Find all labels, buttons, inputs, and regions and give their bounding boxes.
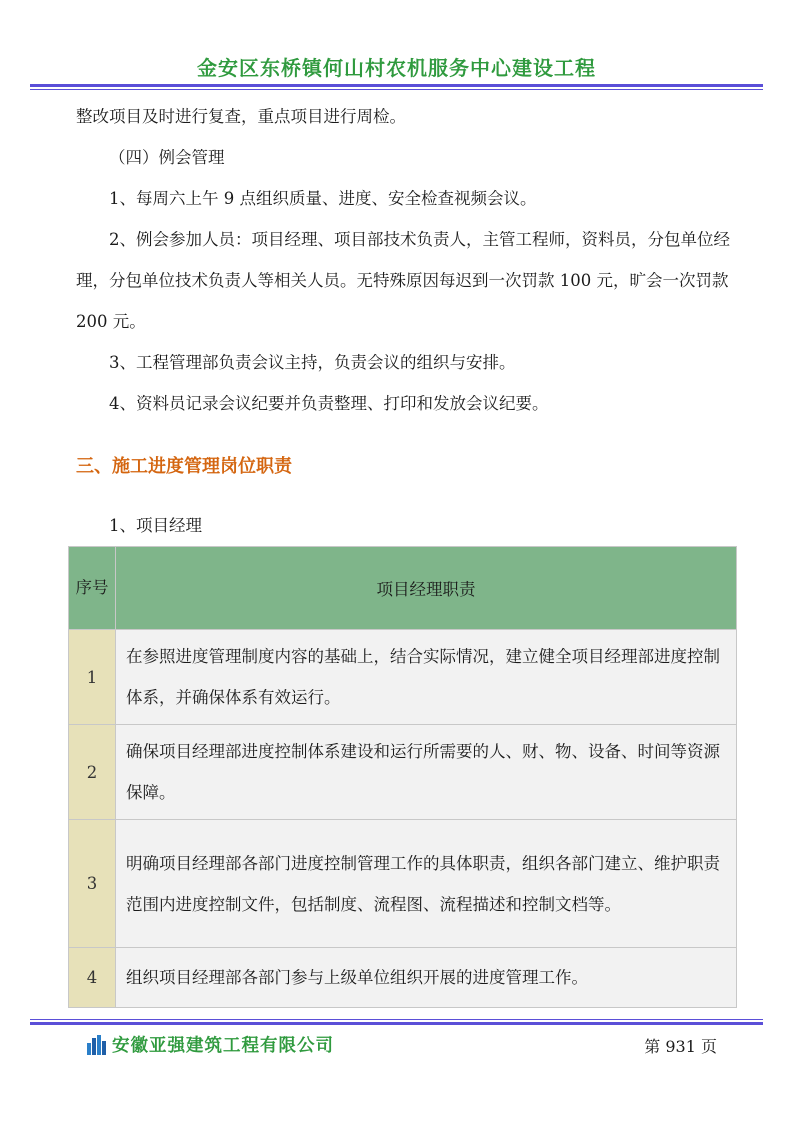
page-number: 第 931 页 [644, 1037, 717, 1056]
subheading-meeting-management: （四）例会管理 [109, 148, 225, 167]
row-num: 3 [69, 820, 116, 948]
duty-table [68, 546, 737, 1008]
header-divider [30, 84, 763, 90]
row-num: 4 [69, 948, 116, 1008]
header-num: 序号 [69, 547, 116, 630]
row-text: 明确项目经理部各部门进度控制管理工作的具体职责，组织各部门建立、维护职责范围内进度控制文件，包括制度、流程图、流程描述和控制文档等。 [116, 820, 737, 948]
company-logo-icon [86, 1035, 108, 1055]
list-item-2: 2、例会参加人员：项目经理、项目部技术负责人，主管工程师，资料员，分包单位经理，分包单位技术负责人等相关人员。无特殊原因每迟到一次罚款 100 元，旷会一次罚款 200 元。 [76, 230, 730, 331]
footer-company [86, 1032, 334, 1057]
list-item-1: 1、每周六上午 9 点组织质量、进度、安全检查视频会议。 [109, 189, 537, 208]
row-text: 确保项目经理部进度控制体系建设和运行所需要的人、财、物、设备、时间等资源保障。 [116, 725, 737, 820]
row-num: 2 [69, 725, 116, 820]
table-row [69, 820, 737, 948]
list-item-4: 4、资料员记录会议纪要并负责整理、打印和发放会议纪要。 [109, 394, 549, 413]
row-text: 组织项目经理部各部门参与上级单位组织开展的进度管理工作。 [116, 948, 737, 1008]
paragraph-continuation: 整改项目及时进行复查，重点项目进行周检。 [76, 107, 406, 126]
sub-label-project-manager: 1、项目经理 [109, 516, 202, 535]
table-header-row [69, 547, 737, 630]
header-duty: 项目经理职责 [116, 547, 737, 630]
table-row [69, 725, 737, 820]
document-header-title: 金安区东桥镇何山村农机服务中心建设工程 [197, 56, 596, 80]
section-heading: 三、施工进度管理岗位职责 [76, 456, 292, 477]
row-num: 1 [69, 630, 116, 725]
row-text: 在参照进度管理制度内容的基础上，结合实际情况，建立健全项目经理部进度控制体系，并确保体系有效运行。 [116, 630, 737, 725]
table-row [69, 948, 737, 1008]
list-item-3: 3、工程管理部负责会议主持，负责会议的组织与安排。 [109, 353, 516, 372]
table-row [69, 630, 737, 725]
company-name: 安徽亚强建筑工程有限公司 [112, 1036, 334, 1056]
footer-divider [30, 1019, 763, 1025]
